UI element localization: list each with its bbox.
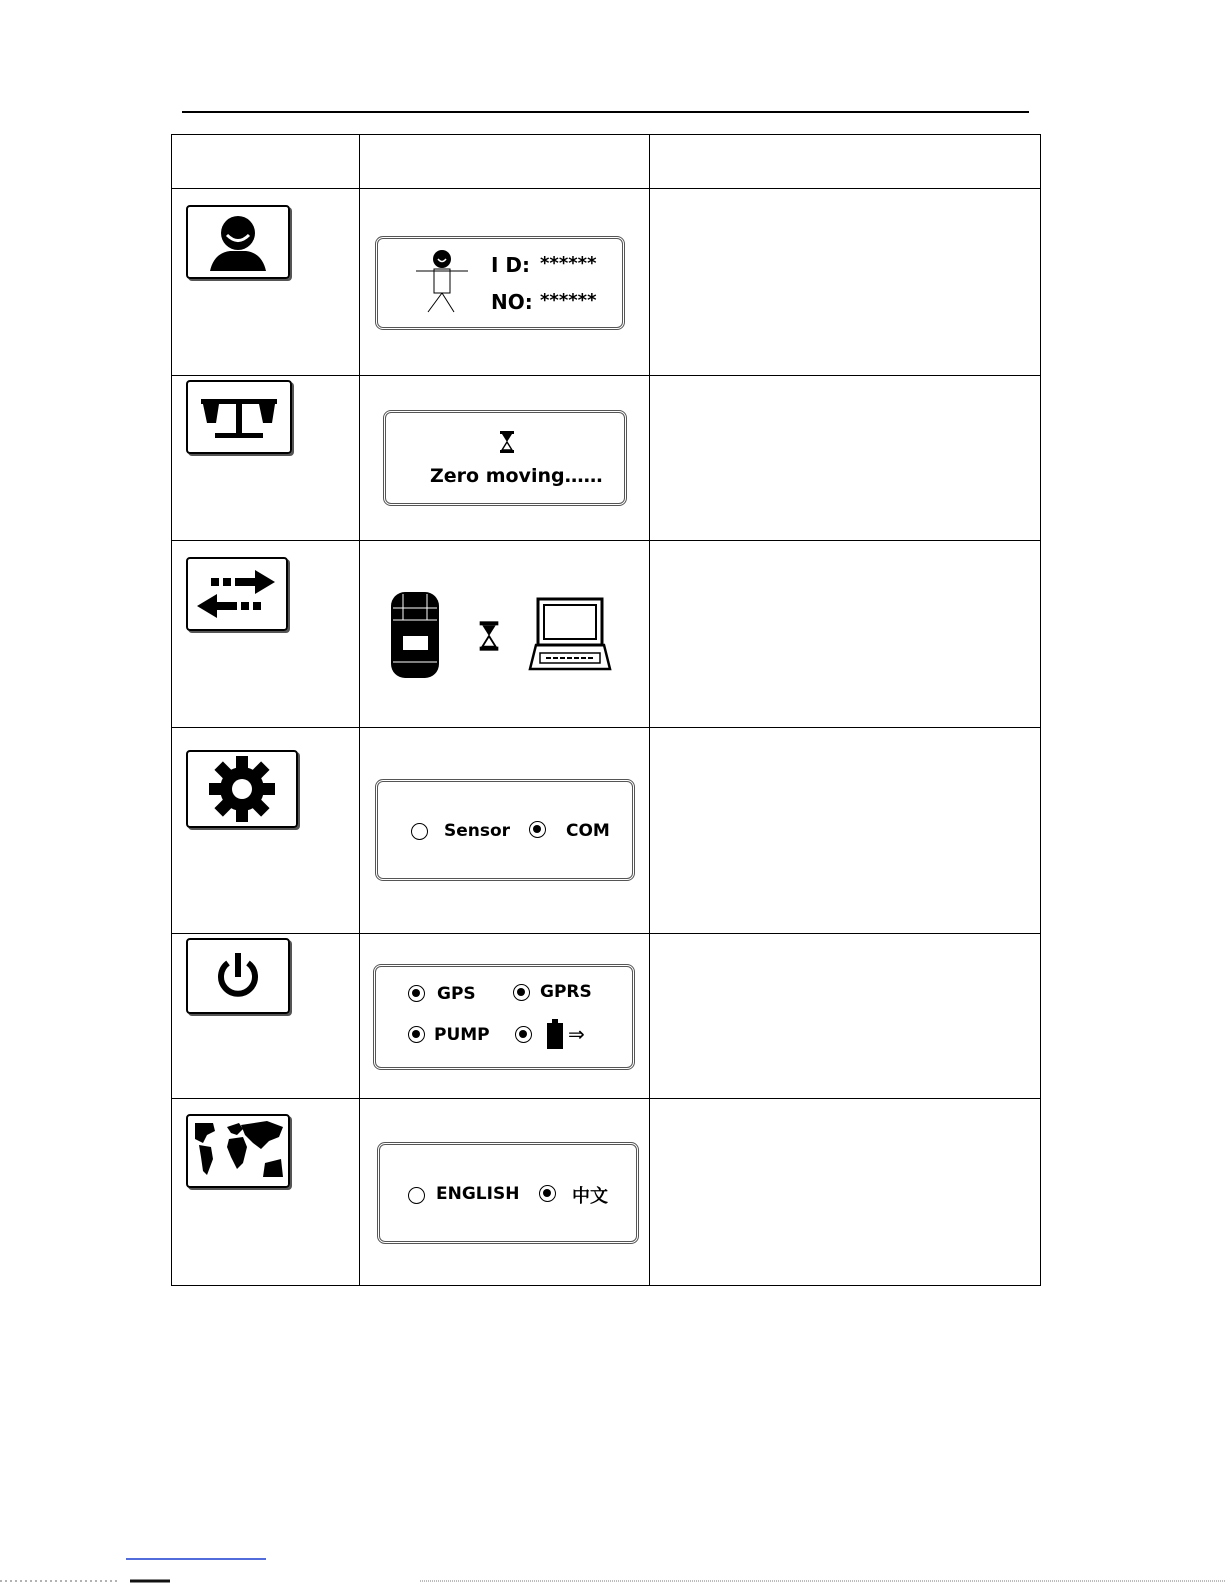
stick-figure-icon xyxy=(414,249,470,315)
user-screen xyxy=(375,236,625,330)
hourglass-icon xyxy=(477,620,501,652)
table-row xyxy=(172,541,1041,728)
gps-label: GPS xyxy=(437,984,476,1004)
battery-radio[interactable] xyxy=(515,1026,532,1043)
zero-moving-text: Zero moving…… xyxy=(430,465,603,487)
table-header-row xyxy=(172,135,1041,189)
gprs-radio[interactable] xyxy=(513,984,530,1001)
pump-radio[interactable] xyxy=(408,1026,425,1043)
gear-icon[interactable] xyxy=(186,750,298,828)
transfer-arrows-icon[interactable] xyxy=(186,557,288,631)
icon-cell xyxy=(172,728,360,934)
description-cell xyxy=(650,189,1041,376)
zero-screen xyxy=(383,410,627,506)
com-label: COM xyxy=(566,821,610,841)
battery-icon xyxy=(546,1018,564,1050)
no-value: ****** xyxy=(540,290,597,311)
sensor-radio[interactable] xyxy=(411,823,428,840)
description-cell xyxy=(650,934,1041,1099)
description-cell xyxy=(650,376,1041,541)
module-toggle-screen xyxy=(373,964,635,1070)
table-row xyxy=(172,376,1041,541)
header-cell-screen xyxy=(360,135,650,189)
icon-cell xyxy=(172,376,360,541)
language-select-screen xyxy=(377,1142,639,1244)
description-cell xyxy=(650,1099,1041,1286)
no-label: NO: xyxy=(491,290,533,314)
icon-cell xyxy=(172,541,360,728)
english-radio[interactable] xyxy=(408,1187,425,1204)
power-icon[interactable] xyxy=(186,938,290,1014)
screen-cell xyxy=(360,541,650,728)
table-row xyxy=(172,934,1041,1099)
english-label: ENGLISH xyxy=(436,1184,520,1204)
chinese-radio[interactable] xyxy=(539,1185,556,1202)
gprs-label: GPRS xyxy=(540,982,592,1002)
user-icon[interactable] xyxy=(186,205,290,279)
gps-radio[interactable] xyxy=(408,985,425,1002)
battery-arrow-label: ⇒ xyxy=(568,1022,585,1046)
header-cell-icon xyxy=(172,135,360,189)
icon-cell xyxy=(172,189,360,376)
detector-device-icon xyxy=(389,590,441,680)
description-cell xyxy=(650,541,1041,728)
icon-cell xyxy=(172,934,360,1099)
icon-cell xyxy=(172,1099,360,1286)
id-label: I D: xyxy=(491,253,531,277)
world-map-icon[interactable] xyxy=(186,1114,290,1188)
sensor-label: Sensor xyxy=(444,821,511,841)
chinese-label: 中文 xyxy=(572,1186,608,1207)
pump-label: PUMP xyxy=(434,1025,490,1045)
screen-cell xyxy=(360,934,650,1099)
footer-fragment xyxy=(0,1557,1225,1585)
laptop-icon xyxy=(528,597,612,673)
screen-cell xyxy=(360,376,650,541)
id-value: ****** xyxy=(540,253,597,274)
header-cell-description xyxy=(650,135,1041,189)
port-select-screen xyxy=(375,779,635,881)
menu-table xyxy=(171,134,1041,1286)
balance-scale-icon[interactable] xyxy=(186,380,292,454)
header-rule xyxy=(182,111,1029,113)
com-radio[interactable] xyxy=(529,821,546,838)
table-row xyxy=(172,728,1041,934)
description-cell xyxy=(650,728,1041,934)
screen-cell xyxy=(360,189,650,376)
hourglass-icon xyxy=(499,430,515,454)
screen-cell xyxy=(360,1099,650,1286)
table-row xyxy=(172,189,1041,376)
table-row xyxy=(172,1099,1041,1286)
screen-cell xyxy=(360,728,650,934)
